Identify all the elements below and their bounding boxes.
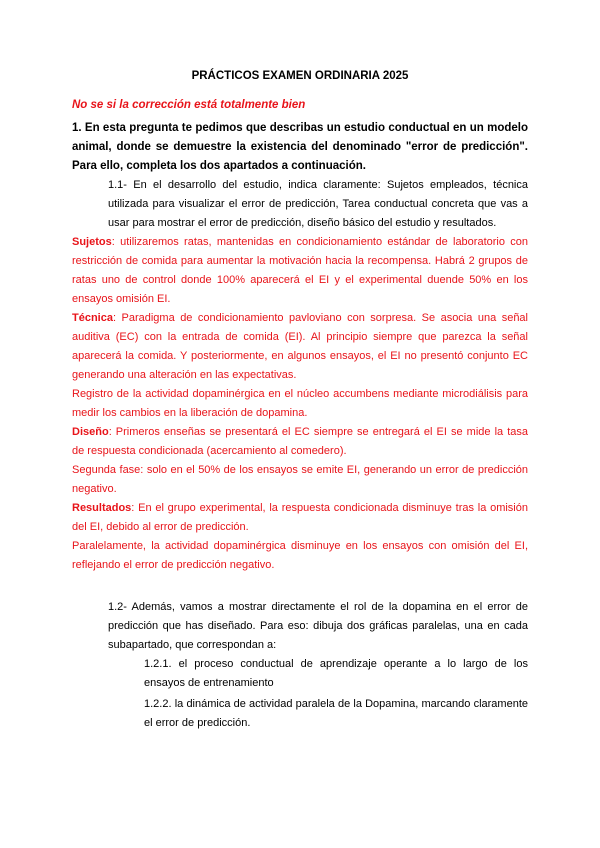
tecnica-text: : Paradigma de condicionamiento pavloviano con sorpresa. Se asocia una señal auditiva (EC) con la entrada de comida (EI). Al principio siempre que parezca la señal aparecerá la comida. Y posteriormente, en algunos ensayos, el EI no presentó conjunto EC generando una alteración en las expectativas. [72, 312, 528, 381]
question-1: 1. En esta pregunta te pedimos que describas un estudio conductual en un modelo animal, donde se demuestre la existencia del denominado "error de predicción". Para ello, completa los dos apartados a continuación. [72, 122, 528, 172]
page-title: PRÁCTICOS EXAMEN ORDINARIA 2025 [191, 70, 409, 82]
subquestion-1-2-2: 1.2.2. la dinámica de actividad paralela de la Dopamina, marcando claramente el error de predicción. [144, 698, 528, 729]
sujetos-text: : utilizaremos ratas, mantenidas en condicionamiento estándar de laboratorio con restricción de comida para aumentar la motivación hacia la recompensa. Habrá 2 grupos de ratas uno de control donde 100% aparecerá el EI y el experimental duende 50% en los ensayos omisión EI. [72, 236, 528, 305]
correction-note: No se si la corrección está totalmente bien [72, 99, 306, 111]
answer-resultados [72, 499, 528, 537]
answer-paralelamente: Paralelamente, la actividad dopaminérgica disminuye en los ensayos con omisión del EI, reflejando el error de predicción negativo. [72, 540, 528, 571]
answer-diseno [72, 423, 528, 461]
tecnica-label: Técnica [72, 312, 113, 324]
subquestion-1-2: 1.2- Además, vamos a mostrar directamente el rol de la dopamina en el error de predicción que has diseñado. Para eso: dibuja dos gráficas paralelas, una en cada subapartado, que correspondan a: [108, 601, 528, 651]
answer-registro: Registro de la actividad dopaminérgica en el núcleo accumbens mediante microdiálisis para medir los cambios en la liberación de dopamina. [72, 388, 528, 419]
resultados-text: : En el grupo experimental, la respuesta condicionada disminuye tras la omisión del EI, debido al error de predicción. [72, 502, 528, 533]
subquestion-1-1: 1.1- En el desarrollo del estudio, indica claramente: Sujetos empleados, técnica utilizada para visualizar el error de predicción, Tarea conductual concreta que vas a usar para mostrar el error de predicción, diseño básico del estudio y resultados. [108, 179, 528, 229]
answer-segunda-fase: Segunda fase: solo en el 50% de los ensayos se emite EI, generando un error de predicción negativo. [72, 464, 528, 495]
resultados-label: Resultados [72, 502, 132, 514]
answer-tecnica [72, 309, 528, 385]
subquestion-1-2-1: 1.2.1. el proceso conductual de aprendizaje operante a lo largo de los ensayos de entrenamiento [144, 658, 528, 689]
answer-sujetos [72, 233, 528, 309]
diseno-text: : Primeros enseñas se presentará el EC siempre se entregará el EI se mide la tasa de respuesta condicionada (acercamiento al comedero). [72, 426, 528, 457]
sujetos-label: Sujetos [72, 236, 112, 248]
answer-section [72, 233, 528, 575]
diseno-label: Diseño [72, 426, 109, 438]
